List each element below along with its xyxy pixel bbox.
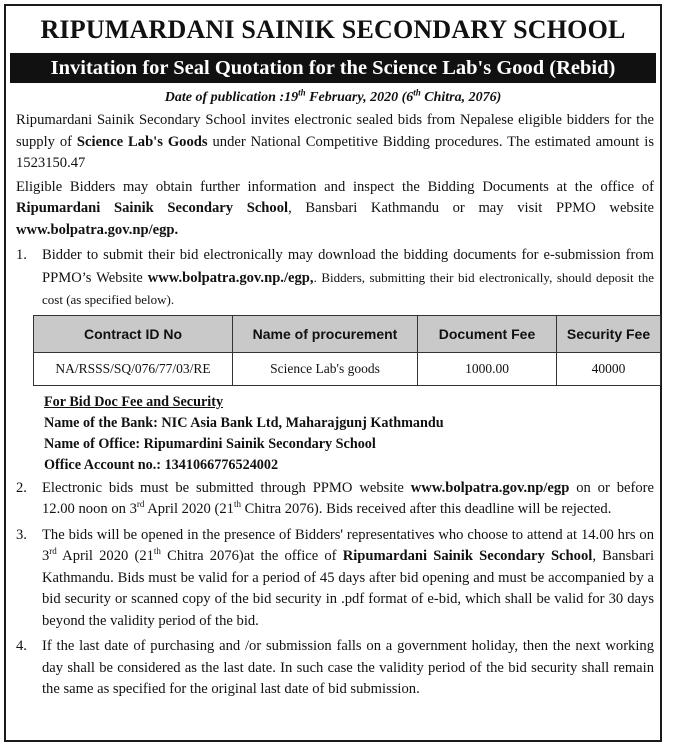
clause-4	[16, 636, 654, 701]
intro-2-website: www.bolpatra.gov.np/egp.	[16, 221, 179, 238]
clause-2-text-c: on or before 12.00 noon on 3	[42, 479, 654, 517]
clause-1-text-a: Bidder to submit their bid electronically may download the bidding documents for e-submission from PPMO’s Website	[42, 247, 654, 286]
header-procurement: Name of procurement	[233, 315, 418, 352]
bank-details-heading: For Bid Doc Fee and Security	[44, 393, 224, 410]
intro-paragraph-1	[16, 110, 654, 175]
intro-1-goods: Science Lab's Goods	[76, 133, 208, 150]
clause-3-text-c: Chitra 2076)at the office of	[160, 548, 343, 564]
clause-4-number: 4.	[16, 638, 27, 654]
publication-date	[6, 88, 660, 108]
header-contract-id: Contract ID No	[34, 315, 233, 352]
clause-3-number: 3.	[16, 526, 27, 543]
bank-details	[44, 392, 654, 476]
table-row	[34, 352, 661, 385]
fee-table	[33, 315, 661, 386]
clause-1-text-c: . Bidders, submitting their bid electronically, should deposit the cost (as specified below).	[42, 269, 654, 307]
clause-2-sup-1: rd	[136, 499, 145, 510]
office-name: Name of Office: Ripumardini Sainik Secondary School	[44, 435, 376, 452]
clause-3-sup-1: rd	[49, 546, 57, 557]
clause-3-text-b: April 2020 (21	[56, 548, 154, 564]
clause-2-sup-2: th	[233, 499, 241, 510]
school-name: RIPUMARDANI SAINIK SECONDARY SCHOOL	[40, 15, 626, 44]
bank-name: Name of the Bank: NIC Asia Bank Ltd, Maharajgunj Kathmandu	[44, 414, 444, 431]
intro-1-text-c: under National Competitive Bidding procedures. The estimated amount is 1523150.47	[16, 133, 654, 171]
cell-procurement: Science Lab's goods	[233, 352, 418, 385]
cell-document-fee: 1000.00	[418, 352, 557, 385]
clause-3-text-a: The bids will be opened in the presence of Bidders' representatives who choose to attend at 14.00 hrs on 3	[42, 526, 654, 564]
pub-date-end: Chitra, 2076)	[420, 90, 502, 105]
notice-title-banner: Invitation for Seal Quotation for the Science Lab's Good (Rebid)	[10, 53, 656, 83]
clause-2-text-a: Electronic bids must be submitted through PPMO website	[42, 479, 411, 496]
pub-date-middle: February, 2020 (6	[305, 90, 414, 105]
office-account: Office Account no.: 1341066776524002	[44, 456, 279, 473]
fee-table-header-row	[34, 315, 661, 352]
clause-1-website: www.bolpatra.gov.np./egp,	[147, 269, 314, 286]
clause-1-number: 1.	[16, 247, 27, 263]
clause-2-number: 2.	[16, 479, 27, 496]
intro-1-text-a: Ripumardani Sainik Secondary School invites electronic sealed bids from Nepalese eligible bidders for the supply of	[16, 112, 654, 150]
clause-3-school: Ripumardani Sainik Secondary School	[342, 548, 593, 564]
clause-4-text: If the last date of purchasing and /or submission falls on a government holiday, then the next working day shall be considered as the last date. In such case the validity period of the bid security shall remain the same as specified for the original last date of bid submission.	[42, 638, 654, 697]
clause-1	[16, 245, 654, 312]
pub-date-sup-1: th	[298, 87, 306, 98]
clause-3-text-e: , Bansbari Kathmandu. Bids must be valid for a period of 45 days after bid opening and must be accompanied by a bid security or scanned copy of the bid security in .pdf format of e-bid, which shall be valid for 30 days beyond the validity period of the bid.	[42, 548, 654, 629]
clause-3-sup-2: th	[153, 546, 161, 557]
pub-date-sup-2: th	[413, 87, 421, 98]
clause-2-website: www.bolpatra.gov.np/egp	[410, 479, 570, 496]
clause-2	[16, 478, 654, 521]
clause-3	[16, 525, 654, 633]
intro-paragraph-2	[16, 177, 654, 242]
header-security-fee: Security Fee	[557, 315, 661, 352]
clause-2-text-e: Chitra 2076). Bids received after this deadline will be rejected.	[240, 501, 612, 517]
clause-2-text-d: April 2020 (21	[144, 501, 234, 517]
header-document-fee: Document Fee	[418, 315, 557, 352]
intro-2-text-c: , Bansbari Kathmandu or may visit PPMO website	[288, 200, 654, 216]
intro-2-school: Ripumardani Sainik Secondary School	[16, 200, 289, 216]
notice-sheet	[4, 4, 662, 742]
cell-contract-id: NA/RSSS/SQ/076/77/03/RE	[34, 352, 233, 385]
cell-security-fee: 40000	[557, 352, 661, 385]
intro-2-text-a: Eligible Bidders may obtain further information and inspect the Bidding Documents at the office of	[16, 178, 654, 195]
pub-date-prefix: Date of publication :19	[164, 90, 299, 105]
